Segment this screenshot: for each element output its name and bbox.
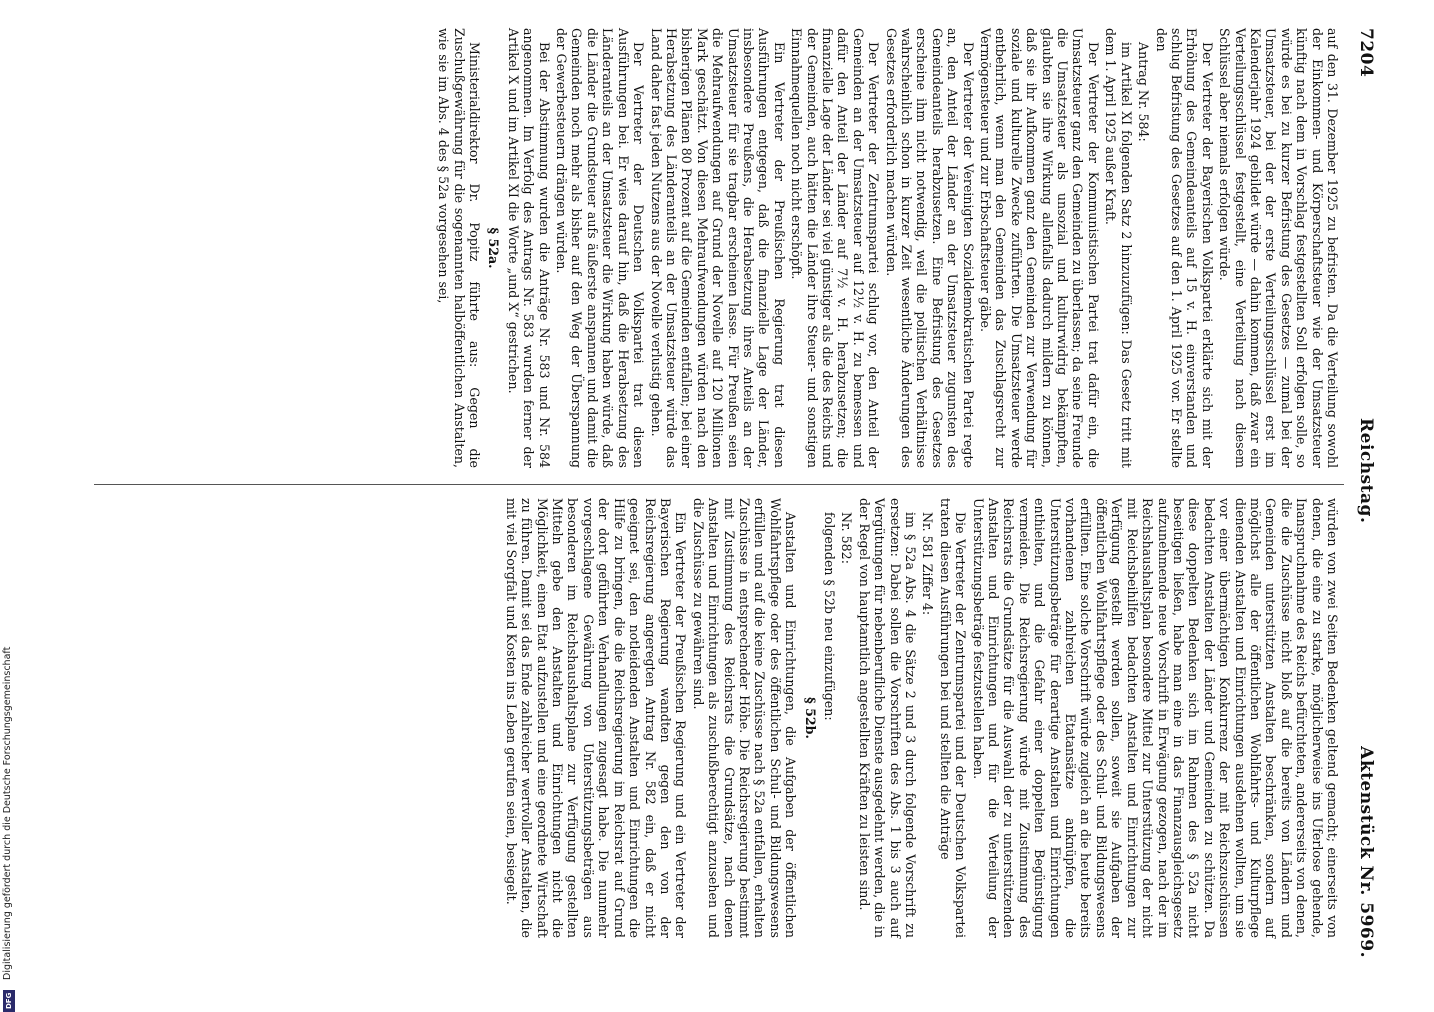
funding-note: Digitalisierung gefördert durch die Deutsche Forschungsgemeinschaft xyxy=(2,646,13,980)
paragraph: folgenden § 52b neu einzufügen: xyxy=(822,512,837,721)
paragraph: Ein Vertreter der Preußischen Regierung und ein Vertreter der Bayerischen Regierung wandten gegen den von der Reichsregierung angeregten Antrag Nr. 582 ein, daß er nicht geeignet sei, den notleidenden Anstalten und Einrichtungen die Hilfe zu bringen, die die Reichsregierung im Reichsrat auf Grund der dort geführten Verhandlungen zugesagt habe. Die nunmehr vorgeschlagene Gewährung von Unterstützungsbeträgen aus besonderen im Reichshaushaltsplane zur Verfügung gestellten Mitteln gebe den Anstalten und Einrichtungen nicht die Möglichkeit, einen Etat aufzustellen und eine geordnete Wirtschaft zu führen. Damit sei das Ende zahlreicher wertvoller Anstalten, die mit viel Sorgfalt und Kosten ins Leben gerufen seien, besiegelt. xyxy=(503,498,689,938)
left-column xyxy=(90,28,1340,468)
header-doc: Aktenstück Nr. 5969. xyxy=(1356,746,1376,958)
paragraph: Der Vertreter der Kommunistischen Partei trat dafür ein, die Umsatzsteuer ganz den Gemeinden zu überlassen; da seine Freunde die Umsatzsteuer als unsozial und kulturwidrig bekämpften, glaubten sie ihre Wirkung allenfalls dadurch mildern zu können, daß sie ihr Aufkommen ganz den Gemeinden zur Verwendung für soziale und kulturelle Zwecke zuführten. Die Umsatzsteuer werde entbehrlich, wenn man den Gemeinden das Zuschlagsrecht zur Vermögensteuer und zur Erbschaftsteuer gäbe. xyxy=(978,28,1101,468)
paragraph: Ministerialdirektor Dr. Popitz führte aus: Gegen die Zuschußgewährung für die sogenannten halböffentlichen Anstalten, wie sie im Abs. 4 des § 52a vorgesehen sei, xyxy=(436,28,483,468)
column-divider xyxy=(94,484,1344,485)
page-number: 7204 xyxy=(1356,28,1376,78)
paragraph: Der Vertreter der Vereinigten Sozialdemokratischen Partei regte an, den Anteil der Länder an der Umsatzsteuer zugunsten des Gemeindeanteils herabzusetzen. Eine Befristung des Gesetzes erscheine ihm nicht notwendig, weil die politischen Verhältnisse wahrscheinlich schon in kurzer Zeit wesentliche Änderungen des Gesetzes erforderlich machen würden. xyxy=(883,28,976,468)
paragraph: Der Vertreter der Zentrumspartei schlug vor, den Anteil der Gemeinden an der Umsatzsteuer auf 12½ v. H. zu bemessen und dafür den Anteil der Länder auf 7½ v. H. herabzusetzen; die finanzielle Lage der Länder sei viel günstiger als die des Reichs und der Gemeinden, auch hätten die Länder ihre Steuer- und sonstigen Einnahmequellen noch nicht erschöpft. xyxy=(789,28,882,468)
paragraph: Der Vertreter der Deutschen Volkspartei trat diesen Ausführungen bei. Er wies darauf hin, daß die Herabsetzung des Länderanteils an der Umsatzsteuer die Wirkung haben würde, daß die Länder die Grundsteuer aufs äußerste anspannen und damit die Gemeinden noch mehr als bisher auf den Weg der Überspannung der Gewerbesteuern drängen würden. xyxy=(554,28,647,468)
paragraph: Bei der Abstimmung wurden die Anträge Nr. 583 und Nr. 584 angenommen. Im Verfolg des Antrags Nr. 583 wurden ferner der Artikel X und im Artikel XI die Worte „und X“ gestrichen. xyxy=(505,28,552,468)
paragraph: im Artikel XI folgenden Satz 2 hinzuzufügen: Das Gesetz tritt mit dem 1. April 1925 außer Kraft. xyxy=(1103,28,1134,468)
paragraph: im § 52a Abs. 4 die Sätze 2 und 3 durch folgende Vorschrift zu ersetzen: Dabei sollen die Vorschriften des Abs. 1 bis 3 auch auf Vergütungen für nebenberufliche Dienste ausgedehnt werden, die in der Regel von hauptamtlich angestellten Kräften zu leisten sind. xyxy=(856,498,919,938)
section-heading: § 52a. xyxy=(486,227,502,269)
sidebar xyxy=(2,30,16,1010)
rotated-scan xyxy=(80,28,1380,958)
paragraph: auf den 31. Dezember 1925 zu befristen. Da die Verteilung sowohl der Einkommen- und Körperschaftsteuer wie der Umsatzsteuer künftig nach dem in Vorschlag festgestellten Soll erfolgen solle, so würde es bei zu kurzer Befristung des Gesetzes — zumal bei der Umsatzsteuer, bei der der erste Verteilungsschlüssel erst im Kalenderjahr 1924 gebildet würde — dahin kommen, daß zwar ein Verteilungsschlüssel festgestellt, eine Verteilung nach diesem Schlüssel aber niemals erfolgen würde. xyxy=(1217,28,1340,468)
paragraph: Ein Vertreter der Preußischen Regierung trat diesen Ausführungen entgegen, daß die finanzielle Lage der Länder, insbesondere Preußens, die Herabsetzung ihres Anteils an der Umsatzsteuer für sie tragbar erscheinen lasse. Für Preußen seien die Mehraufwendungen auf Grund der Novelle auf 120 Millionen Mark geschätzt. Von diesen Mehraufwendungen würden nach den bisherigen Plänen 80 Prozent auf die Gemeinden entfallen; bei einer Herabsetzung des Länderanteils an der Umsatzsteuer würde das Land daher fast jeden Nutzens aus der Novelle verlustig gehen. xyxy=(648,28,787,468)
paragraph: Der Vertreter der Bayerischen Volkspartei erklärte sich mit der Erhöhung des Gemeindeanteils auf 15 v. H. einverstanden und schlug Befristung des Gesetzes auf den 1. April 1925 vor. Er stellte den xyxy=(1153,28,1215,468)
section-heading: § 52b. xyxy=(802,697,818,739)
paragraph: Nr. 581 Ziffer 4: xyxy=(920,512,936,616)
paragraph: würden von zwei Seiten Bedenken geltend gemacht; einerseits von denen, die eine zu starke, möglicherweise ins Uferlose gehende, Inanspruchnahme des Reichs befürchteten, andererseits von denen, die die Zuschüsse nicht bloß auf die bereits von Ländern und Gemeinden unterstützten Anstalten beschränken, sondern auf möglichst alle der öffentlichen Wohlfahrts- und Kulturpflege dienenden Anstalten und Einrichtungen ausdehnen wollten, um sie vor einer übermächtigen Konkurrenz der mit Reichszuschüssen bedachten Anstalten der Länder und Gemeinden zu schützen. Da diese doppelten Bedenken sich im Rahmen des § 52a nicht beseitigen ließen, habe man eine in das Finanzausgleichsgesetz aufzunehmende neue Vorschrift in Erwägung gezogen, nach der im Reichshaushaltsplan besondere Mittel zur Unterstützung der nicht mit Reichsbeihilfen bedachten Anstalten und Einrichtungen zur Verfügung gestellt werden sollen, soweit sie Aufgaben der öffentlichen Wohlfahrtspflege oder des Schul- und Bildungswesens erfüllten. Eine solche Vorschrift würde zugleich an die heute bereits vorhandenen zahlreichen Etatansätze anknüpfen, die Unterstützungsbeträge für derartige Anstalten und Einrichtungen enthielten, und die Gefahr einer doppelten Begünstigung vermeiden. Die Reichsregierung würde mit Zustimmung des Reichsrats die Grundsätze für die Auswahl der zu unterstützenden Anstalten und Einrichtungen und für die Verteilung der Unterstützungsbeträge festzustellen haben. xyxy=(970,498,1340,938)
dfg-logo: DFG xyxy=(3,990,15,1012)
header-title: Reichstag. xyxy=(1356,418,1376,524)
right-column xyxy=(90,498,1340,938)
paragraph: Die Vertreter der Zentrumspartei und der Deutschen Volkspartei traten diesen Ausführungen bei und stellten die Anträge xyxy=(937,498,969,938)
page-header xyxy=(1350,28,1380,958)
paragraph: Antrag Nr. 584: xyxy=(1136,42,1152,142)
paragraph: Nr. 582: xyxy=(839,512,855,564)
paragraph: Anstalten und Einrichtungen, die Aufgaben der öffentlichen Wohlfahrtspflege oder des öffentlichen Schul- und Bildungswesens erfüllen und auf die keine Zuschüsse nach § 52a entfallen, erhalten Zuschüsse in entsprechender Höhe. Die Reichsregierung bestimmt mit Zustimmung des Reichsrats die Grundsätze, nach denen Anstalten und Einrichtungen als zuschußberechtigt anzusehen und die Zuschüsse zu gewähren sind. xyxy=(690,498,799,938)
